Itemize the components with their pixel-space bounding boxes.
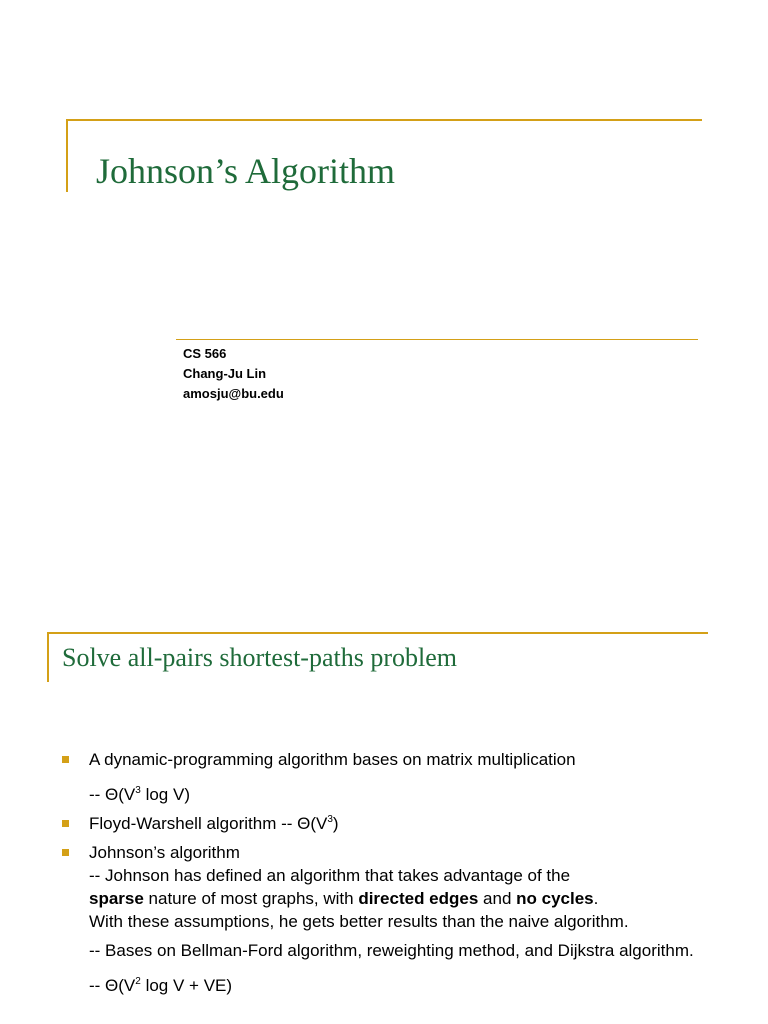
complexity-line bbox=[60, 974, 750, 997]
emphasis-directed-edges: directed edges bbox=[358, 889, 479, 908]
paragraph-line bbox=[89, 887, 750, 910]
bullet-list bbox=[60, 748, 750, 997]
complexity-line bbox=[60, 783, 750, 806]
bullet-square-icon bbox=[62, 820, 69, 827]
paragraph: -- Bases on Bellman-Ford algorithm, reweighting method, and Dijkstra algorithm. bbox=[89, 941, 694, 960]
bullet-square-icon bbox=[62, 849, 69, 856]
author-email: amosju@bu.edu bbox=[183, 386, 284, 401]
complexity-suffix: ) bbox=[332, 814, 339, 833]
bullet-text: Floyd-Warshell algorithm -- Θ(V bbox=[89, 814, 328, 833]
complexity-prefix: -- Θ(V bbox=[89, 785, 136, 804]
bullet-text: A dynamic-programming algorithm bases on matrix multiplication bbox=[89, 750, 576, 769]
bullet-text: Johnson’s algorithm bbox=[89, 843, 240, 862]
course-label: CS 566 bbox=[183, 346, 227, 361]
title-top-rule bbox=[66, 119, 702, 121]
paragraph bbox=[60, 864, 750, 933]
complexity-exponent: 3 bbox=[135, 785, 141, 796]
content-title: Solve all-pairs shortest-paths problem bbox=[62, 643, 457, 672]
content-top-rule bbox=[47, 632, 708, 634]
complexity-suffix: log V + VE) bbox=[140, 976, 233, 995]
emphasis-sparse: sparse bbox=[89, 889, 144, 908]
list-item bbox=[60, 748, 750, 771]
paragraph-line: -- Johnson has defined an algorithm that takes advantage of the bbox=[89, 866, 571, 885]
text-run: . bbox=[593, 889, 599, 908]
complexity-suffix: log V) bbox=[140, 785, 190, 804]
author-info bbox=[183, 344, 284, 404]
title-left-rule bbox=[66, 119, 68, 192]
content-left-rule bbox=[47, 632, 49, 682]
bullet-square-icon bbox=[62, 756, 69, 763]
slide-title: Johnson’s Algorithm bbox=[96, 151, 396, 191]
content-slide bbox=[0, 600, 768, 1024]
complexity-exponent: 2 bbox=[135, 976, 141, 987]
subtitle-rule bbox=[176, 339, 698, 340]
complexity-exponent: 3 bbox=[327, 814, 333, 825]
list-item bbox=[60, 841, 750, 864]
paragraph-line: With these assumptions, he gets better results than the naive algorithm. bbox=[89, 912, 629, 931]
text-run: nature of most graphs, with bbox=[143, 889, 359, 908]
author-name: Chang-Ju Lin bbox=[183, 366, 267, 381]
emphasis-no-cycles: no cycles bbox=[516, 889, 594, 908]
complexity-prefix: -- Θ(V bbox=[89, 976, 136, 995]
list-item bbox=[60, 812, 750, 835]
text-run: and bbox=[478, 889, 517, 908]
